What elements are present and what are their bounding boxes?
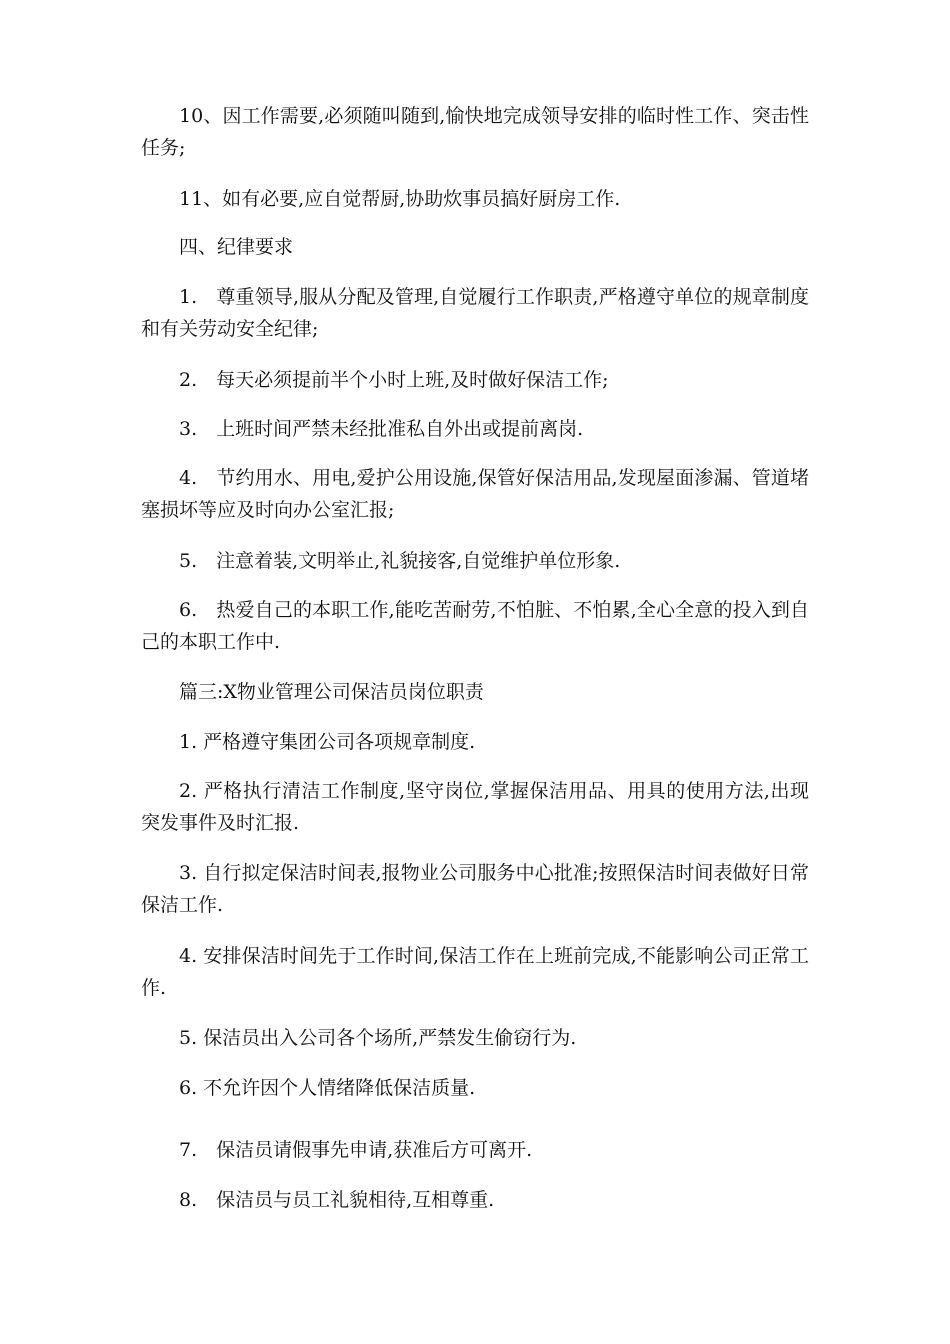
duty-item-5: 5. 保洁员出入公司各个场所,严禁发生偷窃行为. (179, 1027, 577, 1049)
duty-item-8: 8. 保洁员与员工礼貌相待,互相尊重. (179, 1189, 495, 1211)
discipline-item-1: 1. 尊重领导,服从分配及管理,自觉履行工作职责,严格遵守单位的规章制度和有关劳动安全纪律; (141, 286, 809, 340)
duty-item-2: 2. 严格执行清洁工作制度,坚守岗位,掌握保洁用品、用具的使用方法,出现突发事件及时汇报. (141, 780, 809, 834)
discipline-item-6: 6. 热爱自己的本职工作,能吃苦耐劳,不怕脏、不怕累,全心全意的投入到自己的本职工作中. (141, 599, 809, 653)
discipline-item-5: 5. 注意着装,文明举止,礼貌接客,自觉维护单位形象. (179, 550, 621, 572)
discipline-item-4: 4. 节约用水、用电,爱护公用设施,保管好保洁用品,发现屋面渗漏、管道堵塞损坏等应及时向办公室汇报; (141, 467, 809, 521)
section-heading-part-three: 篇三:X物业管理公司保洁员岗位职责 (179, 681, 484, 703)
discipline-item-3: 3. 上班时间严禁未经批准私自外出或提前离岗. (179, 418, 584, 440)
discipline-item-2: 2. 每天必须提前半个小时上班,及时做好保洁工作; (179, 369, 609, 391)
duty-item-3: 3. 自行拟定保洁时间表,报物业公司服务中心批准;按照保洁时间表做好日常保洁工作. (141, 862, 809, 916)
duty-item-4: 4. 安排保洁时间先于工作时间,保洁工作在上班前完成,不能影响公司正常工作. (141, 945, 809, 999)
duty-item-7: 7. 保洁员请假事先申请,获准后方可离开. (179, 1139, 533, 1161)
duty-item-6: 6. 不允许因个人情绪降低保洁质量. (179, 1077, 476, 1099)
paragraph-item-10: 10、因工作需要,必须随叫随到,愉快地完成领导安排的临时性工作、突击性任务; (141, 105, 809, 159)
paragraph-item-11: 11、如有必要,应自觉帮厨,协助炊事员搞好厨房工作. (179, 188, 621, 210)
section-heading-discipline: 四、纪律要求 (179, 236, 294, 258)
duty-item-1: 1. 严格遵守集团公司各项规章制度. (179, 731, 476, 753)
